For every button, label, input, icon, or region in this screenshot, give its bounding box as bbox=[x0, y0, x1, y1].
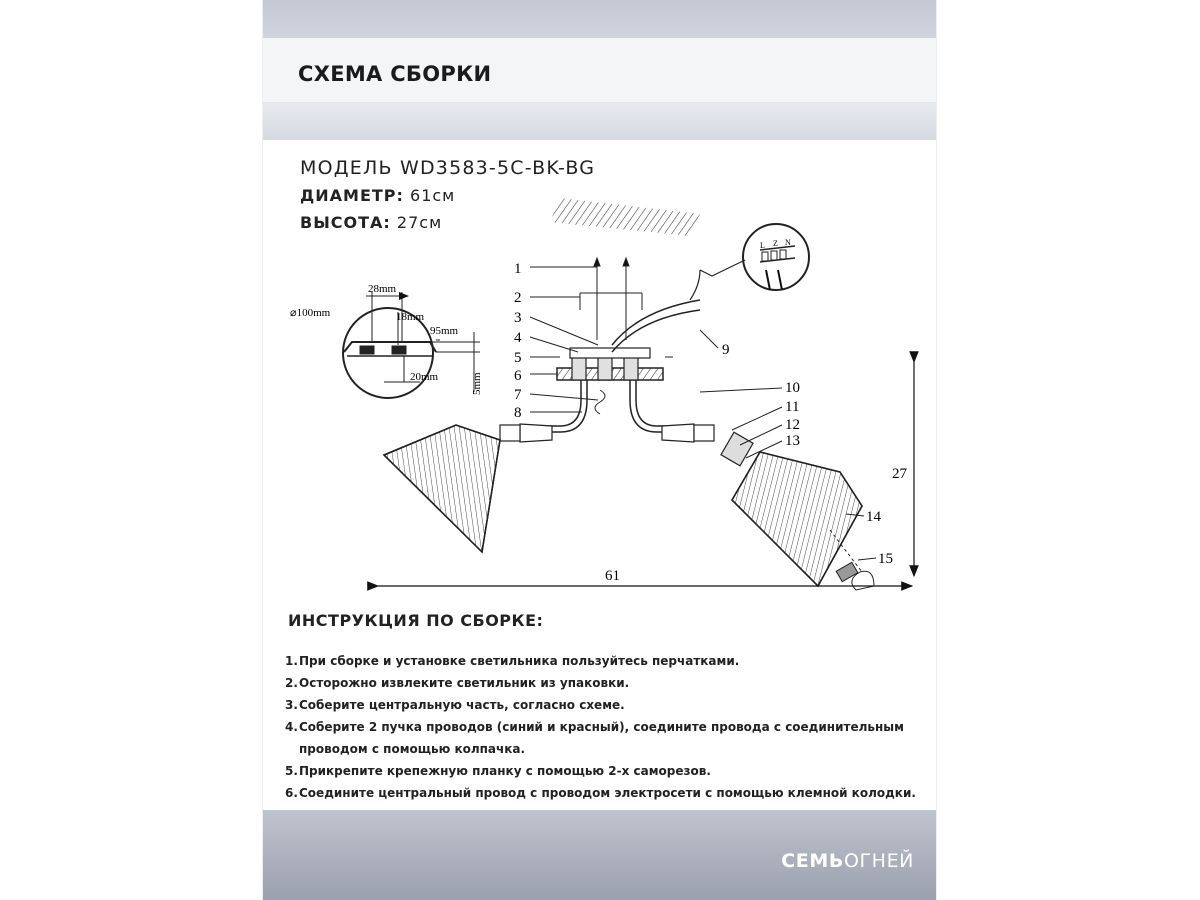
instruction-step: 4. Соберите 2 пучка проводов (синий и красный), соедините провода с соединительным проводом с помощью колпачка. bbox=[285, 720, 904, 756]
dim-inner-height: 18mm bbox=[396, 311, 425, 323]
dim-outer-diameter: ⌀100mm bbox=[290, 307, 331, 319]
lamp-shades bbox=[384, 425, 862, 586]
callout-1: 1 bbox=[514, 261, 522, 277]
instruction-step: 3. Соберите центральную часть, согласно схеме. bbox=[285, 698, 625, 712]
callout-13: 13 bbox=[785, 433, 800, 449]
height-value: 27см bbox=[396, 213, 443, 232]
callout-9: 9 bbox=[722, 342, 730, 358]
callout-7: 7 bbox=[514, 387, 522, 403]
instructions-title: ИНСТРУКЦИЯ ПО СБОРКЕ: bbox=[288, 611, 544, 630]
dim-top-width: 28mm bbox=[368, 283, 397, 295]
callout-12: 12 bbox=[785, 417, 800, 433]
wiring-label-l: L bbox=[760, 241, 765, 250]
model-number: МОДЕЛЬ WD3583-5C-BK-BG bbox=[300, 157, 596, 179]
callout-3: 3 bbox=[514, 310, 522, 326]
wiring-detail-bubble bbox=[700, 224, 809, 290]
callout-10: 10 bbox=[785, 380, 800, 396]
dimension-height: 27 bbox=[892, 466, 907, 482]
brand-logo: СЕМЬОГНЕЙ bbox=[781, 850, 914, 872]
instruction-step: 1. При сборке и установке светильника пользуйтесь перчатками. bbox=[285, 654, 740, 668]
dim-thickness: 5mm bbox=[471, 372, 483, 395]
dim-span: 95mm bbox=[430, 325, 459, 337]
instruction-step: 5. Прикрепите крепежную планку с помощью 2-х саморезов. bbox=[285, 764, 711, 778]
diameter-value: 61см bbox=[410, 186, 456, 205]
wiring-label-n: N bbox=[785, 238, 791, 247]
callout-8: 8 bbox=[514, 405, 522, 421]
callout-2: 2 bbox=[514, 290, 522, 306]
callout-14: 14 bbox=[866, 509, 881, 525]
callout-6: 6 bbox=[514, 368, 522, 384]
callout-5: 5 bbox=[514, 350, 522, 366]
assembly-diagram bbox=[263, 0, 936, 900]
central-hub bbox=[547, 258, 673, 414]
diameter-label: ДИАМЕТР: bbox=[300, 186, 404, 205]
callout-4: 4 bbox=[514, 330, 522, 346]
callout-15: 15 bbox=[878, 551, 893, 567]
page-title: СХЕМА СБОРКИ bbox=[298, 62, 492, 86]
dimension-width: 61 bbox=[605, 568, 620, 584]
ceiling-hatch bbox=[550, 198, 700, 236]
instruction-step: 6. Соедините центральный провод с проводом электросети с помощью клемной колодки. bbox=[285, 786, 916, 800]
lamp-sockets bbox=[500, 424, 753, 466]
instruction-step: 2. Осторожно извлеките светильник из упаковки. bbox=[285, 676, 630, 690]
callout-11: 11 bbox=[785, 399, 800, 415]
wiring-label-z: Z bbox=[773, 239, 778, 248]
height-label: ВЫСОТА: bbox=[300, 213, 391, 232]
dim-depth: 20mm bbox=[410, 371, 439, 383]
